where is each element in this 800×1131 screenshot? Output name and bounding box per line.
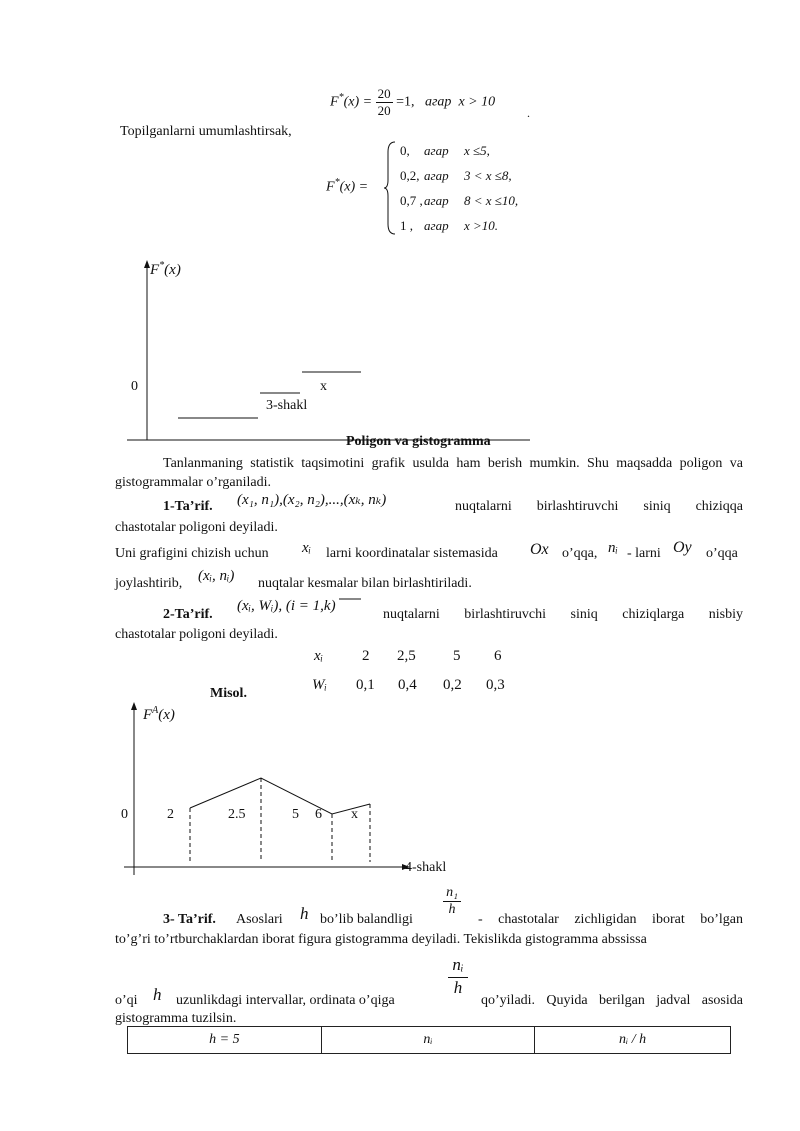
def2-formula: (xᵢ, Wᵢ), (i = 1,k): [237, 598, 336, 614]
case-row: 1 , агар x >10.: [400, 218, 499, 233]
left-brace: [383, 140, 397, 236]
fraction: $\frac{20}{20}$: [377, 86, 391, 118]
def2-label: 2-Ta’rif.: [163, 607, 213, 622]
table-header: nᵢ: [321, 1027, 534, 1054]
misol-label: Misol.: [210, 686, 247, 701]
def3-text: to’g’ri to’rtburchaklardan iborat figura gistogramma deyiladi. Tekislikda gistogramma abssissa: [115, 932, 647, 947]
tick-label: 5: [292, 807, 299, 822]
def1-text: nuqtalarni birlashtiruvchi siniq chiziqqa: [455, 499, 743, 514]
intro-text: Topilganlarni umumlashtirsak,: [120, 124, 292, 139]
fig4-caption: 4-shakl: [405, 860, 447, 875]
overline: [339, 597, 363, 601]
fig3-ylabel: F*(x): [150, 260, 181, 278]
def1-formula: (x₁, n₁),(x₂, n₂),...,(xₖ, nₖ): [237, 492, 387, 508]
def1-label: 1-Ta’rif.: [163, 499, 213, 514]
tick-label: 6: [315, 807, 322, 822]
tick-label: x: [351, 807, 358, 822]
figure-4: [120, 700, 420, 880]
table-header: h = 5: [128, 1027, 322, 1054]
paragraph: Tanlanmaning statistik taqsimotini grafik usulda ham berish mumkin. Shu maqsadda poligon va gistogrammalar o’rganiladi.: [115, 456, 743, 490]
frac-ni-h: nᵢ h: [448, 955, 468, 998]
figure-3: [120, 258, 540, 448]
fig4-ylabel: $F^A(x)$: [143, 705, 175, 723]
piecewise-lhs: F*(x) =: [326, 177, 369, 195]
fig3-zero: 0: [131, 379, 138, 394]
table-header: nᵢ / h: [535, 1027, 731, 1054]
def3-label: 3- Ta’rif.: [163, 912, 216, 927]
section-title: Poligon va gistogramma: [346, 434, 491, 449]
histogram-table: [127, 1026, 731, 1054]
fig3-xlabel: x: [320, 379, 327, 394]
tick-label: 2.5: [228, 807, 246, 822]
case-row: 0, агар x ≤5,: [400, 143, 490, 158]
fig3-caption: 3-shakl: [266, 398, 308, 413]
frac-density: n₁ h: [443, 885, 461, 918]
formula-top: F*(x) = $\frac{20}{20}$ =1, агар x > 10: [330, 86, 496, 118]
tick-label: 2: [167, 807, 174, 822]
case-row: 0,2, агар 3 < x ≤8,: [400, 168, 512, 183]
case-row: 0,7 , агар 8 < x ≤10,: [400, 193, 519, 208]
